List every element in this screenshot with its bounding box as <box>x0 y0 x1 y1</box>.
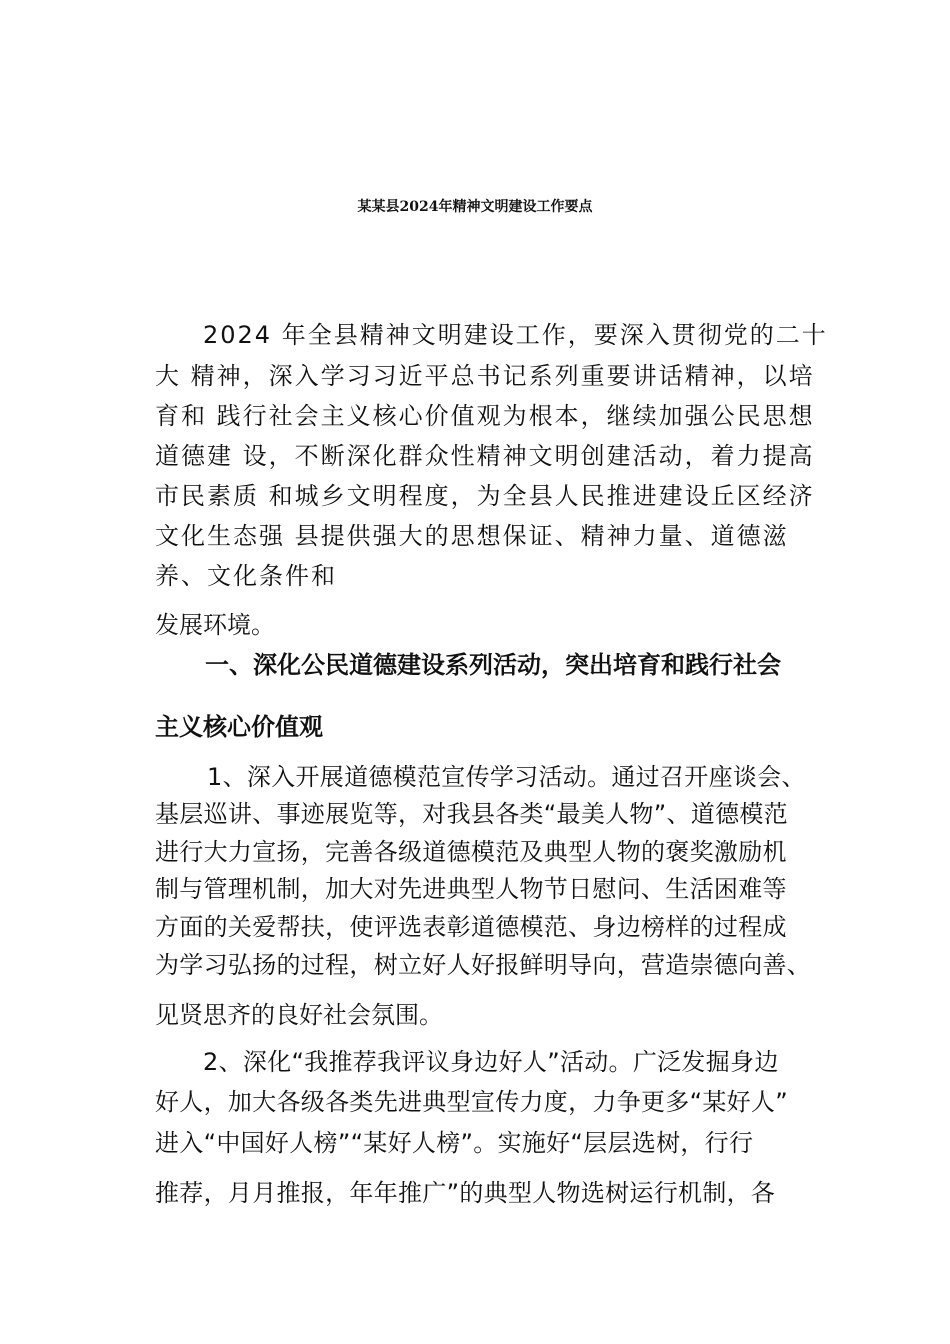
item1-line: 进行大力宣扬，完善各级道德模范及典型人物的褒奖激励机 <box>155 838 787 866</box>
item1-line: 基层巡讲、事迹展览等，对我县各类“最美人物”、道德模范 <box>155 800 788 828</box>
item2-line: 好人，加大各级各类先进典型宣传力度，力争更多“某好人” <box>155 1088 788 1116</box>
item2-line: 进入“中国好人榜”“某好人榜”。实施好“层层选树，行行 <box>155 1129 754 1157</box>
intro-line: 2024 年全县精神文明建设工作，要深入贯彻党的二十 <box>203 321 828 349</box>
item1-line: 1、深入开展道德模范宣传学习活动。通过召开座谈会、 <box>207 763 806 791</box>
section-heading-cont: 主义核心价值观 <box>155 713 323 741</box>
intro-line: 发展环境。 <box>155 611 275 639</box>
intro-line: 市民素质 和城乡文明程度，为全县人民推进建设丘区经济 <box>155 482 815 510</box>
item1-line: 制与管理机制，加大对先进典型人物节日慰问、生活困难等 <box>155 875 787 903</box>
item1-line: 见贤思齐的良好社会氛围。 <box>155 1001 443 1029</box>
document-title: 某某县2024年精神文明建设工作要点 <box>357 199 593 215</box>
intro-line: 养、文化条件和 <box>155 562 337 590</box>
intro-line: 文化生态强 县提供强大的思想保证、精神力量、道德滋 <box>155 522 789 550</box>
intro-line: 大 精神，深入学习习近平总书记系列重要讲话精神，以培 <box>155 362 815 390</box>
item2-line: 2、深化“我推荐我评议身边好人”活动。广泛发掘身边 <box>203 1048 779 1076</box>
intro-line: 育和 践行社会主义核心价值观为根本，继续加强公民思想 <box>155 402 815 430</box>
item1-line: 方面的关爱帮扶，使评选表彰道德模范、身边榜样的过程成 <box>155 913 787 941</box>
intro-line: 道德建 设，不断深化群众性精神文明创建活动，着力提高 <box>155 442 815 470</box>
item2-line: 推荐，月月推报，年年推广”的典型人物选树运行机制，各 <box>155 1179 776 1207</box>
section-heading: 一、深化公民道德建设系列活动，突出培育和践行社会 <box>205 651 781 679</box>
item1-line: 为学习弘扬的过程，树立好人好报鲜明导向，营造崇德向善、 <box>155 951 812 979</box>
